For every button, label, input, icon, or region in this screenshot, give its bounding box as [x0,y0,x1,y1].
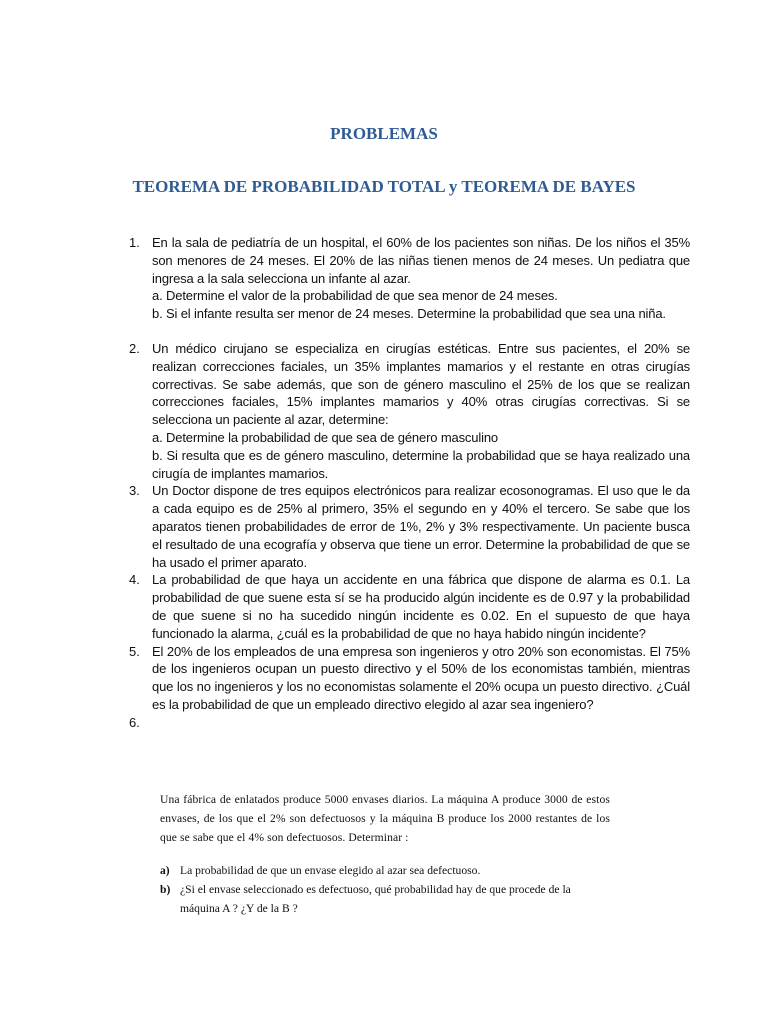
problem-question-b: b. Si resulta que es de género masculino, determine la probabilidad que se haya realizado una cirugía de implantes mamarios. [152,447,690,481]
problem-1 [122,234,690,323]
problem-question-a: a. Determine la probabilidad de que sea de género masculino [152,429,498,445]
question-label: a) [160,864,170,877]
problem-2 [122,340,690,482]
problem-text-empty [152,714,690,732]
problem-text: La probabilidad de que haya un accidente en una fábrica que dispone de alarma es 0.1. La probabilidad de que suene esta sí se ha producido algún incidente es de 0.97 y la probabilidad de que suene si no ha sucedido ningún incidente es 0.02. En el supuesto de que haya funcionado la alarma, ¿cuál es la probabilidad de que no haya habido ningún incidente? [152,572,690,641]
question-label: b) [160,883,171,896]
spacer [122,323,690,340]
problem-6-questions [160,861,610,918]
problem-3 [122,482,690,571]
problem-text: En la sala de pediatría de un hospital, el 60% de los pacientes son niñas. De los niños el 35% son menores de 24 meses. El 20% de las niñas tienen menos de 24 meses. Un pediatra que ingresa a la sala selecciona un infante al azar. [152,235,690,286]
problem-text: Un médico cirujano se especializa en cirugías estéticas. Entre sus pacientes, el 20% se realizan correcciones faciales, un 35% implantes mamarios y el restante en otras cirugías correctivas. Se sabe además, que son de género masculino el 25% de los que se realizan correcciones faciales, 15% implantes mamarios y 40% otras cirugías correctivas. Si se selecciona un paciente al azar, determine: [152,340,690,428]
page-subtitle: TEOREMA DE PROBABILIDAD TOTAL y TEOREMA DE BAYES [132,177,636,196]
problem-list [122,234,690,732]
problem-text: El 20% de los empleados de una empresa son ingenieros y otro 20% son economistas. El 75% de los ingenieros ocupan un puesto directivo y el 50% de los economistas también, mientras que los no ingenieros y los no economistas solamente el 20% ocupa un puesto directivo. ¿Cuál es la probabilidad de que un empleado directivo elegido al azar sea ingeniero? [152,643,690,712]
question-text: ¿Si el envase seleccionado es defectuoso, qué probabilidad hay de que procede de la máquina A ? ¿Y de la B ? [180,883,571,915]
problem-4 [122,571,690,642]
problem-number: 2. [129,340,140,356]
problem-question-a: a. Determine el valor de la probabilidad de que sea menor de 24 meses. [152,288,558,304]
problem-6-question-b [160,880,610,918]
problem-number: 1. [129,235,140,250]
problem-6-question-a [160,861,610,880]
page-title: PROBLEMAS [330,124,438,143]
problem-6-body [160,790,610,918]
problem-question-b: b. Si el infante resulta ser menor de 24 meses. Determine la probabilidad que sea una niña. [152,306,666,322]
problem-6 [122,714,690,732]
problem-5 [122,643,690,714]
question-text: La probabilidad de que un envase elegido al azar sea defectuoso. [180,864,481,877]
problem-text: Un Doctor dispone de tres equipos electrónicos para realizar ecosonogramas. El uso que le da a cada equipo es de 25% al primero, 35% el segundo en y 40% el tercero. Se sabe que los aparatos tienen probabilidades de error de 1%, 2% y 3% respectivamente. Un paciente busca el resultado de una ecografía y observa que tiene un error. Determine la probabilidad de que se ha usado el primer aparato. [152,483,690,570]
problem-6-intro: Una fábrica de enlatados produce 5000 envases diarios. La máquina A produce 3000 de estos envases, de los que el 2% son defectuosos y la máquina B produce los 2000 restantes de los que se sabe que el 4% son defectuosos. Determinar : [160,793,610,844]
problem-number: 4. [129,572,140,588]
problem-number: 6. [129,714,140,730]
problem-number: 3. [129,483,140,499]
problem-number: 5. [129,643,140,659]
